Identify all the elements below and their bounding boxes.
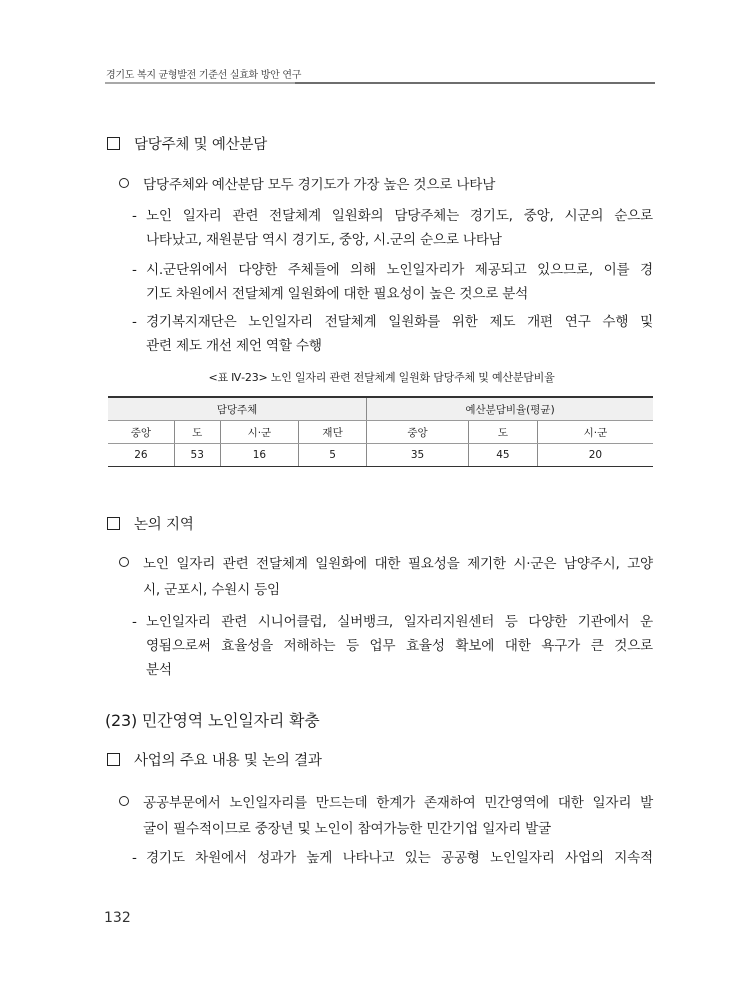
column-header-cell: 시·군 bbox=[220, 421, 299, 444]
section-heading-region bbox=[107, 513, 194, 534]
table-caption: <표 Ⅳ-23> 노인 일자리 관련 전달체계 일원화 담당주체 및 예산분담비율 bbox=[208, 371, 555, 384]
table-row bbox=[108, 444, 653, 467]
circle-bullet-icon bbox=[119, 796, 129, 806]
section-heading-budget bbox=[107, 133, 267, 154]
square-bullet-icon bbox=[107, 517, 120, 530]
group-header-cell: 예산분담비율(평균) bbox=[367, 397, 653, 421]
circle-item-text: 노인 일자리 관련 전달체계 일원화에 대한 필요성을 제기한 시·군은 남양주시, 고양 bbox=[143, 556, 653, 572]
dash-item-line: 분석 bbox=[146, 662, 172, 678]
dash-item-line: 영됨으로써 효율성을 저해하는 등 업무 효율성 확보에 대한 욕구가 큰 것으로 bbox=[146, 638, 653, 654]
circle-bullet-icon bbox=[119, 178, 129, 188]
circle-item-text: 굴이 필수적이므로 중장년 및 노인이 참여가능한 민간기업 일자리 발굴 bbox=[143, 821, 551, 837]
circle-bullet-icon bbox=[119, 557, 129, 567]
dash-item-line: 시.군단위에서 다양한 주체들에 의해 노인일자리가 제공되고 있으므로, 이를 경 bbox=[146, 262, 653, 278]
dash-item-line: 나타났고, 재원분담 역시 경기도, 중앙, 시.군의 순으로 나타남 bbox=[146, 232, 502, 248]
dash-item-line: 노인일자리 관련 시니어클럽, 실버뱅크, 일자리지원센터 등 다양한 기관에서 운 bbox=[146, 614, 653, 630]
circle-item-text: 담당주체와 예산분담 모두 경기도가 가장 높은 것으로 나타남 bbox=[143, 177, 496, 193]
column-header-cell: 도 bbox=[468, 421, 537, 444]
dash-item bbox=[132, 310, 653, 358]
column-header-cell: 시·군 bbox=[537, 421, 653, 444]
column-header-cell: 도 bbox=[174, 421, 220, 444]
table-cell: 53 bbox=[174, 444, 220, 467]
circle-item bbox=[119, 790, 653, 842]
table-cell: 45 bbox=[468, 444, 537, 467]
square-bullet-icon bbox=[107, 137, 120, 150]
running-header: 경기도 복지 균형발전 기준선 실효화 방안 연구 bbox=[106, 70, 302, 81]
page-number: 132 bbox=[104, 910, 131, 926]
dash-item bbox=[132, 846, 653, 870]
dash-bullet: - bbox=[132, 262, 137, 278]
circle-item-text: 공공부문에서 노인일자리를 만드는데 한계가 존재하여 민간영역에 대한 일자리 발 bbox=[143, 795, 653, 811]
dash-bullet: - bbox=[132, 314, 137, 330]
dash-item-line: 관련 제도 개선 제언 역할 수행 bbox=[146, 338, 322, 354]
section-title: 사업의 주요 내용 및 논의 결과 bbox=[134, 753, 322, 769]
section-title: 논의 지역 bbox=[134, 517, 194, 533]
dash-item-line: 기도 차원에서 전달체계 일원화에 대한 필요성이 높은 것으로 분석 bbox=[146, 286, 529, 302]
dash-item-line: 경기도 차원에서 성과가 높게 나타나고 있는 공공형 노인일자리 사업의 지속적 bbox=[146, 850, 653, 866]
circle-item bbox=[119, 172, 495, 198]
table-cell: 26 bbox=[108, 444, 174, 467]
dash-item-line: 노인 일자리 관련 전달체계 일원화의 담당주체는 경기도, 중앙, 시군의 순으로 bbox=[146, 208, 653, 224]
dash-bullet: - bbox=[132, 614, 137, 630]
dash-bullet: - bbox=[132, 850, 137, 866]
dash-bullet: - bbox=[132, 208, 137, 224]
circle-item bbox=[119, 551, 653, 603]
table-column-header-row bbox=[108, 421, 653, 444]
group-header-cell: 담당주체 bbox=[108, 397, 367, 421]
header-rule-accent bbox=[105, 82, 295, 84]
column-header-cell: 재단 bbox=[299, 421, 367, 444]
dash-item bbox=[132, 258, 653, 306]
budget-table bbox=[108, 396, 653, 467]
section-title: 담당주체 및 예산분담 bbox=[134, 137, 268, 153]
dash-item-line: 경기복지재단은 노인일자리 전달체계 일원화를 위한 제도 개편 연구 수행 및 bbox=[146, 314, 653, 330]
table-cell: 35 bbox=[367, 444, 469, 467]
numbered-heading: (23) 민간영역 노인일자리 확충 bbox=[105, 711, 320, 730]
dash-item bbox=[132, 204, 653, 252]
table-cell: 5 bbox=[299, 444, 367, 467]
column-header-cell: 중앙 bbox=[367, 421, 469, 444]
dash-item bbox=[132, 610, 653, 682]
section-heading-main-content bbox=[107, 749, 322, 770]
table-cell: 20 bbox=[537, 444, 653, 467]
column-header-cell: 중앙 bbox=[108, 421, 174, 444]
table-cell: 16 bbox=[220, 444, 299, 467]
table-group-header-row bbox=[108, 397, 653, 421]
square-bullet-icon bbox=[107, 753, 120, 766]
circle-item-text: 시, 군포시, 수원시 등임 bbox=[143, 582, 280, 598]
